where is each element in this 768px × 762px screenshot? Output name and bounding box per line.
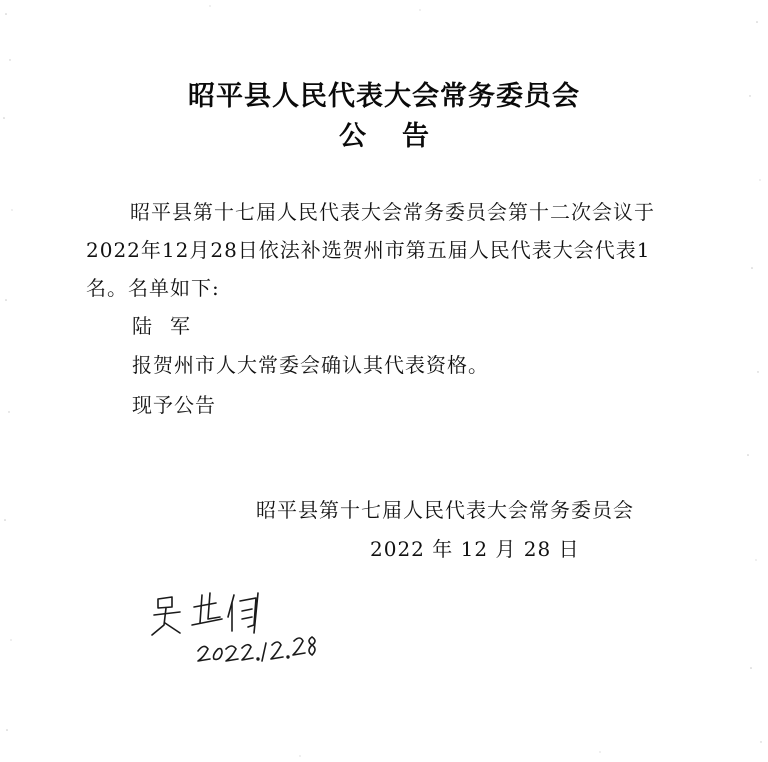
handwritten-signature — [146, 585, 326, 670]
elected-name: 陆军 — [132, 314, 208, 338]
announcement-paragraph: 昭平县第十七届人民代表大会常务委员会第十二次会议于2022年12月28日依法补选贺州市第五届人民代表大会代表1名。名单如下: — [86, 200, 655, 300]
document-title: 昭平县人民代表大会常务委员会 — [188, 81, 580, 112]
notice-text: 现予公告 — [132, 393, 216, 417]
signing-date: 2022 年 12 月 28 日 — [370, 537, 580, 561]
document-subtitle: 公告 — [339, 121, 465, 152]
confirmation-text: 报贺州市人大常委会确认其代表资格。 — [132, 353, 489, 377]
signing-organization: 昭平县第十七届人民代表大会常务委员会 — [256, 498, 634, 522]
